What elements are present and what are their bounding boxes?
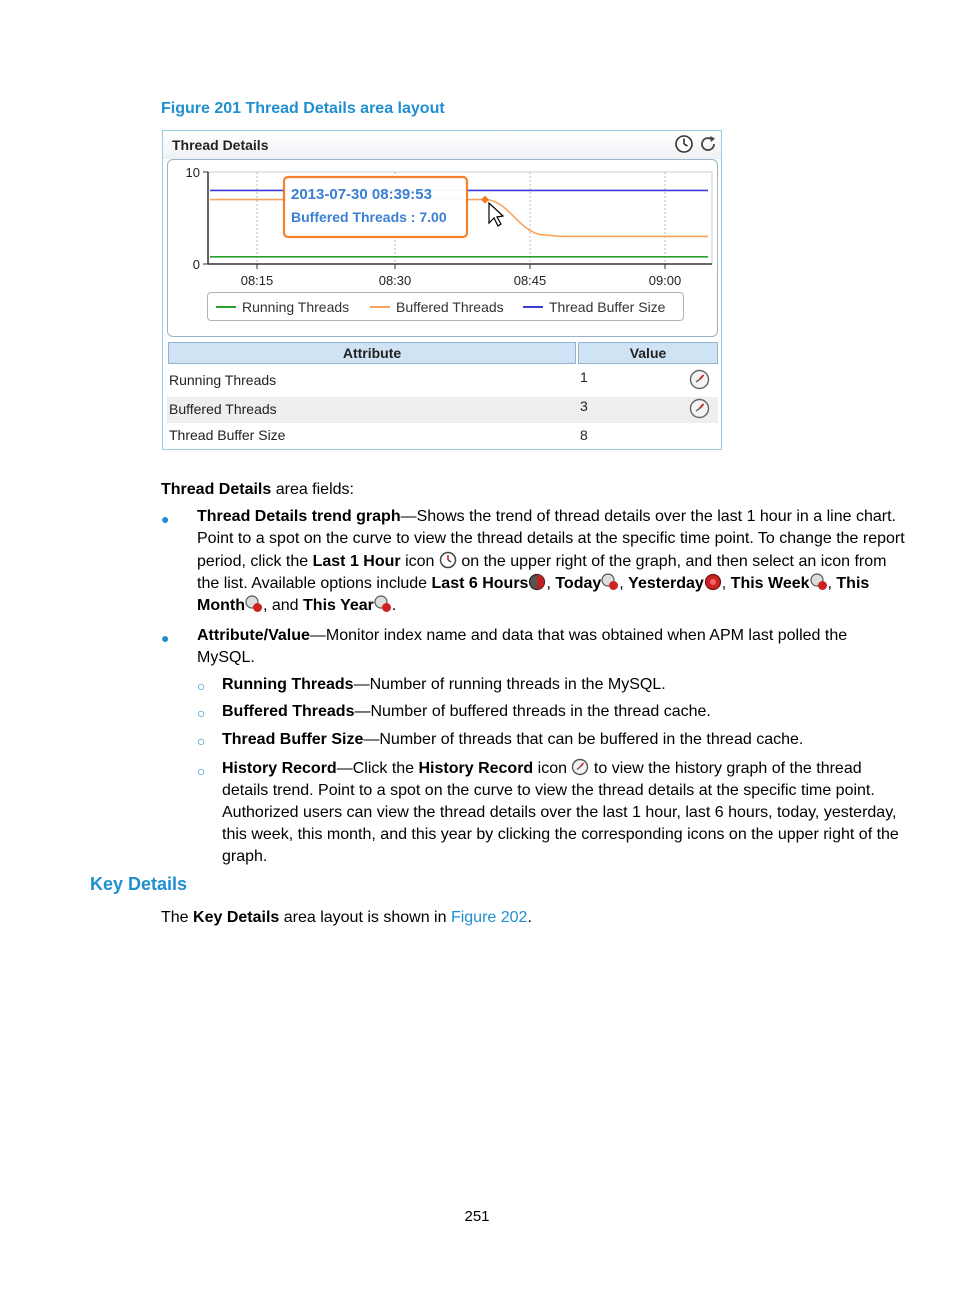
bold-term: Last 1 Hour	[312, 553, 401, 570]
y-tick-label: 0	[192, 257, 200, 272]
thread-trend-chart[interactable]	[167, 159, 718, 289]
bold-term: Today	[555, 575, 602, 592]
text-line: MySQL.	[197, 649, 255, 666]
bold-term: Yesterday	[628, 575, 704, 592]
bold-term: Month	[197, 597, 245, 614]
bold-term: This	[836, 575, 870, 592]
bold-term: Key Details	[193, 909, 280, 926]
bold-term: Buffered Threads	[222, 703, 355, 720]
tooltip-value: Buffered Threads : 7.00	[291, 209, 447, 225]
hover-point	[481, 196, 489, 204]
last-6-hours-icon	[528, 573, 546, 591]
text-span: ,	[721, 575, 731, 592]
bullet-icon: ●	[161, 511, 170, 527]
text-line: this week, this month, and this year by clicking the corresponding icons on the upper right of the	[222, 826, 899, 843]
text-span: —Monitor index name and data that was obtained when APM last polled the	[309, 627, 848, 644]
x-tick-label: 08:15	[240, 273, 274, 288]
bullet-icon: ●	[161, 630, 170, 646]
column-header-value: Value	[578, 342, 718, 364]
y-tick-label: 10	[185, 165, 200, 180]
text-span: ,	[619, 575, 629, 592]
bold-term: Last 6 Hours	[431, 575, 529, 592]
tooltip-time: 2013-07-30 08:39:53	[291, 186, 432, 203]
text-span: area layout is shown in	[279, 909, 451, 926]
text-line: graph.	[222, 848, 268, 865]
bold-term: This Week	[730, 575, 810, 592]
row-attribute: Running Threads	[169, 372, 277, 388]
text-span: —Shows the trend of thread details over the last 1 hour in a line chart.	[400, 508, 896, 525]
x-tick-label: 09:00	[648, 273, 682, 288]
key-details-paragraph	[161, 907, 532, 929]
figure-202-link[interactable]: Figure 202	[450, 909, 528, 926]
bold-term: Thread Details trend graph	[197, 508, 401, 525]
mouse-cursor-icon	[489, 203, 503, 226]
bullet-trend-graph	[197, 506, 905, 617]
text-span: The	[161, 909, 194, 926]
bold-term: History Record	[222, 760, 337, 777]
bold-term: Thread Buffer Size	[222, 731, 364, 748]
text-span: icon	[533, 760, 572, 777]
sub-bullet-history-record	[222, 758, 899, 868]
text-span: on the upper right of the graph, and then select an icon from	[456, 553, 887, 570]
sub-bullet-buffered-threads	[222, 701, 711, 723]
yesterday-icon	[704, 573, 722, 591]
sub-bullet-icon: ○	[197, 705, 206, 721]
row-attribute: Thread Buffer Size	[169, 427, 286, 443]
history-record-icon	[571, 758, 589, 776]
row-value: 1	[580, 369, 588, 385]
text-span: —Number of running threads in the MySQL.	[353, 676, 666, 693]
this-week-icon	[810, 573, 828, 591]
text-span: period, click the	[197, 553, 313, 570]
text-span: icon	[400, 553, 439, 570]
row-attribute: Buffered Threads	[169, 401, 277, 417]
column-header-attribute: Attribute	[168, 342, 576, 364]
sub-bullet-thread-buffer-size	[222, 729, 803, 751]
legend-item-buffered-threads[interactable]	[370, 299, 504, 315]
intro-rest: area fields:	[271, 481, 354, 498]
legend-item-thread-buffer-size[interactable]	[523, 299, 665, 315]
legend-label: Thread Buffer Size	[549, 299, 666, 315]
row-value: 8	[580, 427, 588, 443]
x-tick-label: 08:30	[378, 273, 412, 288]
intro-paragraph	[161, 479, 354, 501]
figure-caption: Figure 201 Thread Details area layout	[161, 100, 445, 117]
this-month-icon	[245, 595, 263, 613]
x-tick-label: 08:45	[513, 273, 547, 288]
text-span: to view the history graph of the thread	[589, 760, 862, 777]
sub-bullet-running-threads	[222, 674, 666, 696]
bold-term: Running Threads	[222, 676, 354, 693]
text-line: Authorized users can view the thread details over the last 1 hour, last 6 hours, today, yesterday,	[222, 804, 897, 821]
section-title: Key Details	[90, 874, 188, 894]
legend-label: Running Threads	[242, 299, 350, 315]
sub-bullet-icon: ○	[197, 763, 206, 779]
text-span: —Click the	[336, 760, 419, 777]
text-span: ,	[827, 575, 837, 592]
legend-swatch	[523, 306, 543, 308]
text-span: —Number of threads that can be buffered in the thread cache.	[363, 731, 804, 748]
bullet-attribute-value	[197, 625, 847, 669]
legend-swatch	[216, 306, 236, 308]
sub-bullet-icon: ○	[197, 733, 206, 749]
page-number: 251	[464, 1208, 490, 1225]
intro-bold: Thread Details	[161, 481, 272, 498]
legend-item-running-threads[interactable]	[216, 299, 349, 315]
this-year-icon	[374, 595, 392, 613]
legend-swatch	[370, 306, 390, 308]
legend-label: Buffered Threads	[396, 299, 504, 315]
panel-title: Thread Details	[172, 137, 269, 153]
refresh-icon[interactable]	[698, 134, 718, 154]
history-record-icon[interactable]	[689, 369, 710, 390]
text-span: ,	[546, 575, 556, 592]
text-span: .	[391, 597, 397, 614]
last-1-hour-icon	[439, 551, 457, 569]
bold-term: History Record	[418, 760, 534, 777]
row-value: 3	[580, 398, 588, 414]
text-span: —Number of buffered threads in the thread cache.	[354, 703, 711, 720]
text-span: the list. Available options include	[197, 575, 432, 592]
text-line: details trend. Point to a spot on the curve to view the thread details at the specific time point.	[222, 782, 875, 799]
today-icon	[601, 573, 619, 591]
text-line: Point to a spot on the curve to view the thread details at the specific time point. To change the report	[197, 530, 905, 547]
clock-icon[interactable]	[674, 134, 694, 154]
text-span: .	[527, 909, 532, 926]
history-record-icon[interactable]	[689, 398, 710, 419]
bold-term: This Year	[303, 597, 374, 614]
bold-term: Attribute/Value	[197, 627, 310, 644]
text-span: , and	[262, 597, 304, 614]
sub-bullet-icon: ○	[197, 678, 206, 694]
